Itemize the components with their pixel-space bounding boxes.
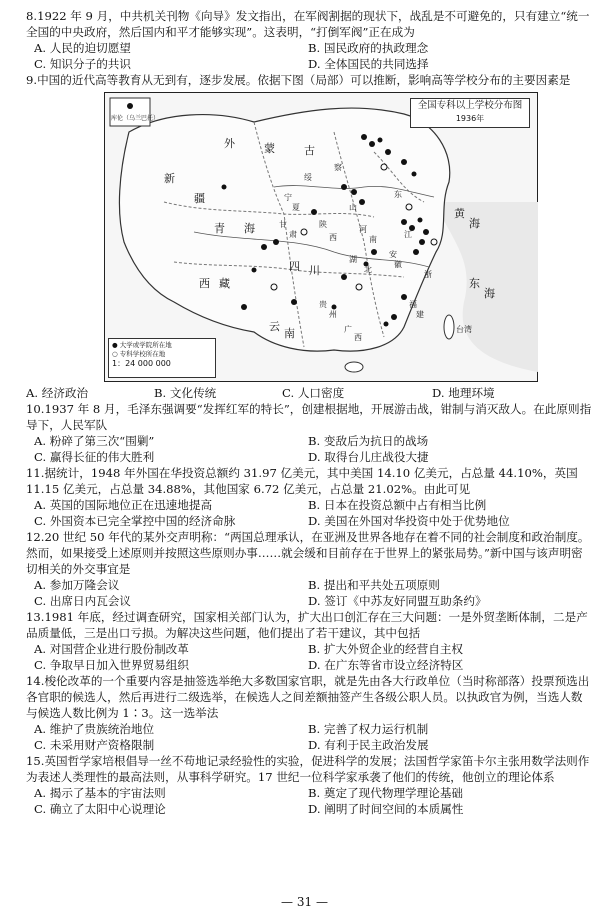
exam-page: [26, 8, 592, 817]
option-a: A. 人民的迫切愿望: [34, 41, 131, 55]
option-a: A. 经济政治: [26, 386, 89, 400]
option-d: D. 地理环境: [432, 386, 495, 400]
svg-text:建: 建: [416, 310, 424, 319]
question-10: [26, 401, 592, 465]
svg-text:广: 广: [344, 325, 352, 334]
svg-text:湖: 湖: [349, 255, 357, 264]
svg-text:蒙: 蒙: [264, 142, 275, 155]
option-a: A. 揭示了基本的宇宙法则: [34, 786, 166, 800]
svg-text:海: 海: [469, 217, 480, 230]
svg-text:海: 海: [484, 287, 495, 300]
svg-text:徽: 徽: [394, 260, 402, 269]
question-stem: 中国的近代高等教育从无到有，逐步发展。依据下图（局部）可以推断，影响高等学校分布的主要因素是: [37, 73, 571, 87]
svg-text:藏: 藏: [219, 277, 230, 290]
option-d: D. 有利于民主政治发展: [308, 738, 429, 752]
svg-text:福: 福: [409, 300, 417, 309]
legend-university: 大学或学院所在地: [119, 341, 172, 349]
question-number: 14.: [26, 674, 45, 688]
svg-text:库伦（乌兰巴托）: 库伦（乌兰巴托）: [111, 115, 160, 122]
svg-text:西: 西: [199, 277, 210, 290]
question-number: 10.: [26, 402, 45, 416]
university-marker-icon: ●: [112, 341, 120, 349]
school-distribution-map: [104, 92, 538, 382]
question-14: [26, 673, 592, 753]
svg-text:黄: 黄: [454, 207, 465, 220]
option-d: D. 全体国民的共同选择: [308, 57, 429, 71]
option-d: D. 在广东等省市设立经济特区: [308, 658, 464, 672]
option-c: C. 外国资本已完全掌控中国的经济命脉: [34, 514, 236, 528]
map-year: 1936年: [455, 114, 485, 123]
option-a: A. 英国的国际地位正在迅速地提高: [34, 498, 213, 512]
option-b: B. 扩大外贸企业的经营自主权: [308, 642, 464, 656]
question-13: [26, 609, 592, 673]
option-d: D. 美国在外国对华投资中处于优势地位: [308, 514, 510, 528]
svg-text:肃: 肃: [289, 230, 297, 239]
svg-text:疆: 疆: [194, 192, 205, 205]
svg-text:州: 州: [329, 310, 337, 319]
svg-text:新: 新: [164, 172, 175, 185]
svg-text:西: 西: [354, 333, 362, 342]
question-stem: 1981 年底，经过调查研究，国家相关部门认为，扩大出口创汇存在三大问题：一是外贸垄断体制，二是产品质量低，三是出口亏损。为解决这些问题，他们提出了若干建议，其中包括: [26, 610, 588, 640]
svg-text:云: 云: [269, 320, 280, 333]
option-d: D. 签订《中苏友好同盟互助条约》: [308, 594, 487, 608]
option-a: A. 粉碎了第三次“围剿”: [34, 434, 155, 448]
question-9: [26, 72, 592, 401]
svg-text:四: 四: [289, 260, 300, 273]
option-b: B. 国民政府的执政理念: [308, 41, 429, 55]
legend-scale: 1：24 000 000: [112, 359, 171, 368]
option-c: C. 知识分子的共识: [34, 57, 131, 71]
question-stem: 据统计，1948 年外国在华投资总额约 31.97 亿美元，其中美国 14.10 亿美元，占总量 44.10%，英国 11.15 亿美元，占总量 34.88%，其他国家 6.72 亿美元，占总量 21.02%。由此可见: [26, 466, 578, 496]
svg-text:察: 察: [334, 163, 342, 172]
question-11: [26, 465, 592, 529]
option-c: C. 争取早日加入世界贸易组织: [34, 658, 189, 672]
svg-text:南: 南: [284, 327, 295, 340]
option-c: C. 赢得长征的伟大胜利: [34, 450, 155, 464]
option-a: A. 对国营企业进行股份制改革: [34, 642, 189, 656]
svg-text:外: 外: [224, 137, 235, 150]
option-c: C. 出席日内瓦会议: [34, 594, 131, 608]
option-b: B. 完善了权力运行机制: [308, 722, 429, 736]
svg-text:安: 安: [389, 250, 397, 259]
option-b: B. 日本在投资总额中占有相当比例: [308, 498, 487, 512]
question-number: 9.: [26, 73, 38, 87]
question-15: [26, 753, 592, 817]
svg-text:古: 古: [304, 144, 315, 157]
svg-text:夏: 夏: [292, 203, 300, 212]
question-stem: 英国哲学家培根倡导一丝不苟地记录经验性的实验，促进科学的发展；法国哲学家笛卡尔主张用数学法则作为表述人类理性的最高法则，从事科学研究。17 世纪一位科学家承袭了他们的传统，他创立的理论体系: [26, 754, 590, 784]
svg-text:北: 北: [364, 265, 372, 274]
svg-text:江: 江: [404, 230, 412, 239]
option-c: C. 未采用财产资格限制: [34, 738, 155, 752]
svg-text:南: 南: [369, 235, 377, 244]
svg-text:绥: 绥: [304, 173, 312, 182]
question-12: [26, 529, 592, 609]
option-b: B. 变敌后为抗日的战场: [308, 434, 429, 448]
option-b: B. 奠定了现代物理学理论基础: [308, 786, 464, 800]
svg-text:西: 西: [329, 233, 337, 242]
svg-text:河: 河: [359, 225, 367, 234]
option-a: A. 维护了贵族统治地位: [34, 722, 155, 736]
svg-text:宁: 宁: [284, 193, 292, 202]
question-number: 13.: [26, 610, 45, 624]
option-d: D. 取得台儿庄战役大捷: [308, 450, 429, 464]
option-a: A. 参加万隆会议: [34, 578, 120, 592]
map-legend: [108, 338, 216, 378]
question-number: 8.: [26, 9, 38, 23]
question-stem: 1937 年 8 月，毛泽东强调要“发挥红军的特长”，创建根据地，开展游击战，钳制与消灭敌人。在此原则指导下，人民军队: [26, 402, 592, 432]
option-b: B. 文化传统: [154, 386, 217, 400]
svg-text:海: 海: [244, 222, 255, 235]
question-number: 12.: [26, 530, 45, 544]
option-c: C. 人口密度: [282, 386, 345, 400]
map-title: 全国专科以上学校分布图: [417, 100, 523, 111]
svg-text:贵: 贵: [319, 300, 327, 309]
legend-college: 专科学校所在地: [119, 350, 166, 358]
option-c: C. 确立了太阳中心说理论: [34, 802, 166, 816]
question-number: 11.: [26, 466, 45, 480]
map-title-box: [410, 98, 530, 128]
option-b: B. 提出和平共处五项原则: [308, 578, 440, 592]
svg-text:浙: 浙: [424, 270, 432, 279]
svg-text:甘: 甘: [279, 220, 287, 229]
svg-text:山: 山: [349, 203, 357, 212]
question-stem: 1922 年 9 月，中共机关刊物《向导》发文指出，在军阀割据的现状下，战乱是不可避免的，只有建立“统一全国的中央政府，然后国内和平才能够实现”。这表明，“打倒军阀”正在成为: [26, 9, 590, 39]
page-number: — 31 —: [281, 895, 328, 909]
question-number: 15.: [26, 754, 45, 768]
svg-text:川: 川: [309, 264, 320, 277]
question-8: [26, 8, 592, 72]
svg-text:青: 青: [214, 222, 225, 235]
svg-text:东: 东: [394, 190, 402, 199]
college-marker-icon: ○: [112, 350, 120, 358]
svg-text:台湾: 台湾: [456, 325, 472, 334]
question-stem: 梭伦改革的一个重要内容是抽签选举绝大多数国家官职，就是先由各大行政单位（当时称部落）投票预选出各官职的候选人，然后再进行二级选举，在候选人之间差额抽签产生各级公职人员。以执政官为例，当选人数与候选人数比例为 1∶3。这一选举法: [26, 674, 590, 720]
svg-text:东: 东: [469, 277, 480, 290]
option-d: D. 阐明了时间空间的本质属性: [308, 802, 464, 816]
svg-text:陕: 陕: [319, 220, 327, 229]
question-stem: 20 世纪 50 年代的某外交声明称：“两国总理承认，在亚洲及世界各地存在着不同的社会制度和政治制度。然而，如果接受上述原则并按照这些原则办事……就会缓和目前存在于世界上的紧张局势。”新中国与该声明密切相关的外交事宜是: [26, 530, 590, 576]
